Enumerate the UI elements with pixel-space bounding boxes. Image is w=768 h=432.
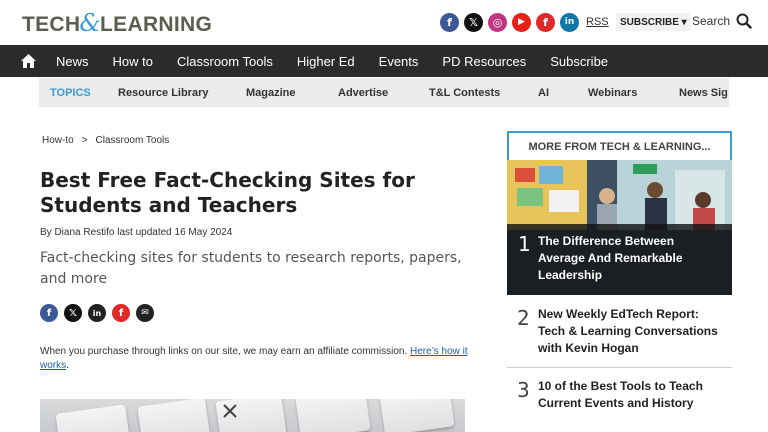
share-buttons: [40, 304, 160, 322]
nav-item-news[interactable]: News: [56, 53, 89, 69]
search-label: Search: [692, 14, 731, 28]
share-x-icon[interactable]: 𝕏: [64, 304, 82, 322]
breadcrumb-classroom-tools[interactable]: Classroom Tools: [95, 135, 170, 146]
share-email-icon[interactable]: ✉: [136, 304, 154, 322]
affiliate-end: .: [66, 360, 69, 371]
youtube-icon[interactable]: ▶: [512, 13, 531, 32]
x-icon[interactable]: 𝕏: [464, 13, 483, 32]
linkedin-icon[interactable]: in: [560, 13, 579, 32]
keyboard-key: [379, 399, 454, 432]
affiliate-text: When you purchase through links on our site, we may earn an affiliate commission.: [40, 346, 408, 357]
article-title: Best Free Fact-Checking Sites for Students and Teachers: [40, 168, 415, 217]
breadcrumb-separator: >: [81, 135, 88, 146]
topic-webinars[interactable]: Webinars: [588, 86, 638, 99]
site-header: [0, 0, 768, 45]
facebook-icon[interactable]: f: [440, 13, 459, 32]
topic-ai[interactable]: AI: [538, 86, 549, 99]
sidebar-heading: MORE FROM TECH & LEARNING...: [507, 131, 732, 160]
logo-ampersand: &: [79, 9, 102, 37]
sidebar-feature-image[interactable]: [507, 160, 732, 295]
multiply-icon: [220, 401, 240, 421]
affiliate-disclaimer: [40, 345, 490, 373]
search-icon: [736, 13, 752, 29]
topic-advertise[interactable]: Advertise: [338, 86, 389, 99]
nav-item-subscribe[interactable]: Subscribe: [550, 53, 609, 69]
subscribe-button[interactable]: SUBSCRIBE ▾: [616, 13, 691, 31]
share-facebook-icon[interactable]: f: [40, 304, 58, 322]
instagram-icon[interactable]: ◎: [488, 13, 507, 32]
breadcrumb-how-to[interactable]: How-to: [42, 135, 74, 146]
logo-text-tech: TECH: [22, 13, 81, 36]
nav-item-higher-ed[interactable]: Higher Ed: [296, 53, 355, 69]
social-links: [440, 12, 609, 32]
article-standfirst: Fact-checking sites for students to research reports, papers, and more: [40, 250, 462, 287]
main-nav: [0, 45, 768, 77]
share-linkedin-icon[interactable]: in: [88, 304, 106, 322]
article-hero-image: [40, 399, 465, 432]
logo-text-learning: LEARNING: [100, 13, 213, 36]
keyboard-key: [56, 404, 131, 432]
topics-bar: [39, 78, 729, 107]
nav-item-classroom-tools[interactable]: Classroom Tools: [176, 53, 273, 69]
article-byline: By Diana Restifo last updated 16 May 2024: [40, 227, 233, 238]
sidebar-divider: [507, 367, 732, 368]
flipboard-icon[interactable]: f: [536, 13, 555, 32]
breadcrumb: [42, 135, 169, 146]
share-flipboard-icon[interactable]: f: [112, 304, 130, 322]
sidebar-item-title[interactable]: 10 of the Best Tools to Teach Current Events and History: [538, 379, 703, 410]
topic-resource-library[interactable]: Resource Library: [118, 86, 209, 99]
home-button[interactable]: [0, 45, 56, 77]
rank-number: 3: [517, 378, 530, 402]
topic-tl-contests[interactable]: T&L Contests: [429, 86, 501, 99]
nav-item-events[interactable]: Events: [378, 53, 419, 69]
nav-item-pd-resources[interactable]: PD Resources: [442, 53, 527, 69]
rank-number: 1: [518, 232, 531, 256]
topic-news-sig[interactable]: News Sig: [679, 86, 728, 99]
search-button[interactable]: [692, 13, 752, 29]
site-logo[interactable]: [22, 9, 212, 37]
home-icon: [21, 54, 36, 68]
keyboard-key: [137, 399, 210, 432]
sidebar-item-title[interactable]: The Difference Between Average And Remarkable Leadership: [538, 234, 683, 282]
affiliate-link[interactable]: Here’s how it works: [40, 346, 468, 371]
sidebar-item-title[interactable]: New Weekly EdTech Report: Tech & Learning Conversations with Kevin Hogan: [538, 307, 718, 355]
rank-number: 2: [517, 306, 530, 330]
keyboard-key: [295, 399, 370, 432]
nav-item-how-to[interactable]: How to: [112, 53, 153, 69]
topic-magazine[interactable]: Magazine: [246, 86, 296, 99]
rss-link[interactable]: RSS: [586, 16, 609, 28]
topics-label: TOPICS: [50, 86, 91, 99]
